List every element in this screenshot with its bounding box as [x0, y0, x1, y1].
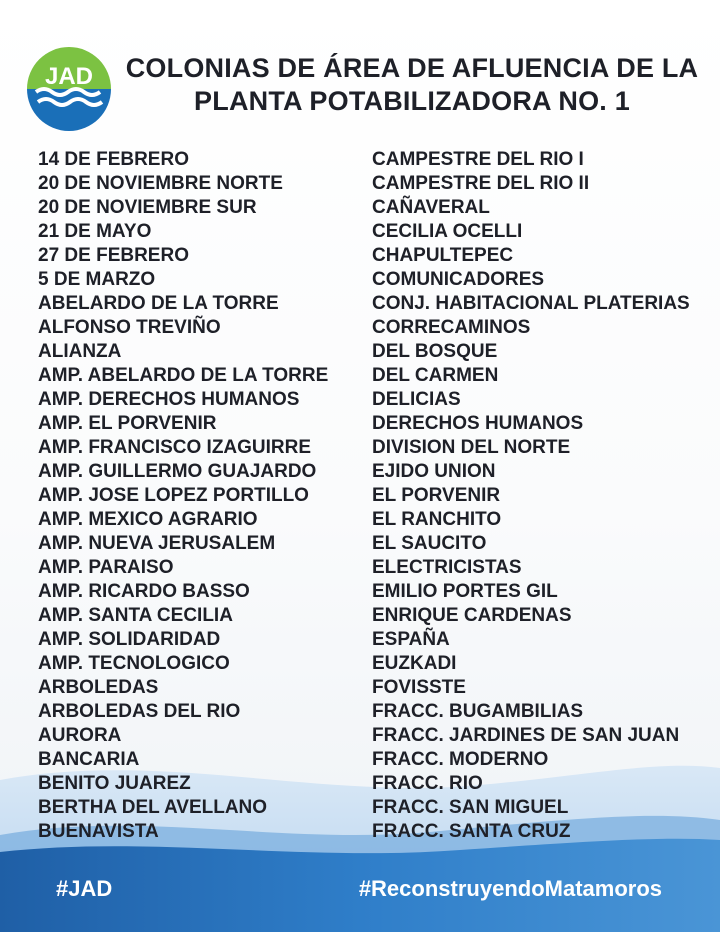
- colonia-item: FRACC. SANTA CRUZ: [372, 821, 571, 842]
- colonia-item: CECILIA OCELLI: [372, 221, 523, 242]
- title-line-1: COLONIAS DE ÁREA DE AFLUENCIA DE LA: [125, 53, 699, 83]
- colonia-item: DEL BOSQUE: [372, 341, 498, 362]
- colonia-item: AMP. MEXICO AGRARIO: [38, 509, 258, 530]
- colonias-list-left: [38, 148, 358, 844]
- colonia-item: ENRIQUE CARDENAS: [372, 605, 572, 626]
- colonia-item: ABELARDO DE LA TORRE: [38, 293, 279, 314]
- hashtag-jad: #JAD: [56, 876, 113, 901]
- colonia-item: DERECHOS HUMANOS: [372, 413, 584, 434]
- colonia-item: DEL CARMEN: [372, 365, 499, 386]
- logo-text: JAD: [44, 63, 94, 90]
- colonia-item: AMP. ABELARDO DE LA TORRE: [38, 365, 329, 386]
- colonia-item: AMP. RICARDO BASSO: [38, 581, 250, 602]
- title-line-2: PLANTA POTABILIZADORA NO. 1: [194, 86, 630, 116]
- colonia-item: FRACC. SAN MIGUEL: [372, 797, 569, 818]
- colonia-item: AMP. DERECHOS HUMANOS: [38, 389, 300, 410]
- colonia-item: EL SAUCITO: [372, 533, 487, 554]
- colonia-item: AMP. PARAISO: [38, 557, 174, 578]
- colonia-item: AMP. SOLIDARIDAD: [38, 629, 221, 650]
- colonia-item: BENITO JUAREZ: [38, 773, 191, 794]
- colonia-item: DIVISION DEL NORTE: [372, 437, 571, 458]
- colonia-item: ALFONSO TREVIÑO: [38, 317, 221, 338]
- colonia-item: CAMPESTRE DEL RIO I: [372, 149, 584, 170]
- colonia-item: EJIDO UNION: [372, 461, 496, 482]
- colonia-item: AMP. NUEVA JERUSALEM: [38, 533, 276, 554]
- hashtag-reconstruyendo-matamoros: #ReconstruyendoMatamoros: [358, 876, 662, 901]
- colonia-item: AMP. TECNOLOGICO: [38, 653, 230, 674]
- page-title: [112, 52, 712, 118]
- colonia-item: EMILIO PORTES GIL: [372, 581, 558, 602]
- colonia-item: 21 DE MAYO: [38, 221, 152, 242]
- colonia-item: FRACC. MODERNO: [372, 749, 549, 770]
- colonia-item: BANCARIA: [38, 749, 140, 770]
- colonia-item: DELICIAS: [372, 389, 461, 410]
- colonia-item: ELECTRICISTAS: [372, 557, 522, 578]
- colonia-item: 20 DE NOVIEMBRE NORTE: [38, 173, 283, 194]
- jad-logo: [26, 46, 112, 132]
- colonia-item: 5 DE MARZO: [38, 269, 156, 290]
- colonia-item: EUZKADI: [372, 653, 457, 674]
- colonia-item: EL RANCHITO: [372, 509, 502, 530]
- colonia-item: BERTHA DEL AVELLANO: [38, 797, 268, 818]
- colonia-item: ARBOLEDAS DEL RIO: [38, 701, 241, 722]
- colonia-item: AMP. EL PORVENIR: [38, 413, 217, 434]
- colonia-item: CAMPESTRE DEL RIO II: [372, 173, 590, 194]
- colonia-item: ARBOLEDAS: [38, 677, 159, 698]
- colonia-item: CAÑAVERAL: [372, 197, 490, 218]
- colonia-item: CONJ. HABITACIONAL PLATERIAS: [372, 293, 690, 314]
- colonia-item: FRACC. JARDINES DE SAN JUAN: [372, 725, 680, 746]
- colonia-item: CORRECAMINOS: [372, 317, 531, 338]
- colonia-item: ESPAÑA: [372, 629, 450, 650]
- colonia-item: BUENAVISTA: [38, 821, 159, 842]
- colonia-item: CHAPULTEPEC: [372, 245, 514, 266]
- colonia-item: COMUNICADORES: [372, 269, 545, 290]
- colonias-list-right: [372, 148, 712, 844]
- colonia-item: 14 DE FEBRERO: [38, 149, 189, 170]
- colonia-item: AURORA: [38, 725, 122, 746]
- colonia-item: FRACC. BUGAMBILIAS: [372, 701, 584, 722]
- colonia-item: 20 DE NOVIEMBRE SUR: [38, 197, 257, 218]
- colonia-item: AMP. GUILLERMO GUAJARDO: [38, 461, 317, 482]
- colonia-item: AMP. FRANCISCO IZAGUIRRE: [38, 437, 312, 458]
- colonia-item: EL PORVENIR: [372, 485, 501, 506]
- colonia-item: 27 DE FEBRERO: [38, 245, 189, 266]
- colonia-item: FOVISSTE: [372, 677, 466, 698]
- colonia-item: AMP. SANTA CECILIA: [38, 605, 233, 626]
- colonia-item: ALIANZA: [38, 341, 122, 362]
- colonia-item: FRACC. RIO: [372, 773, 483, 794]
- colonia-item: AMP. JOSE LOPEZ PORTILLO: [38, 485, 309, 506]
- header: [0, 38, 720, 134]
